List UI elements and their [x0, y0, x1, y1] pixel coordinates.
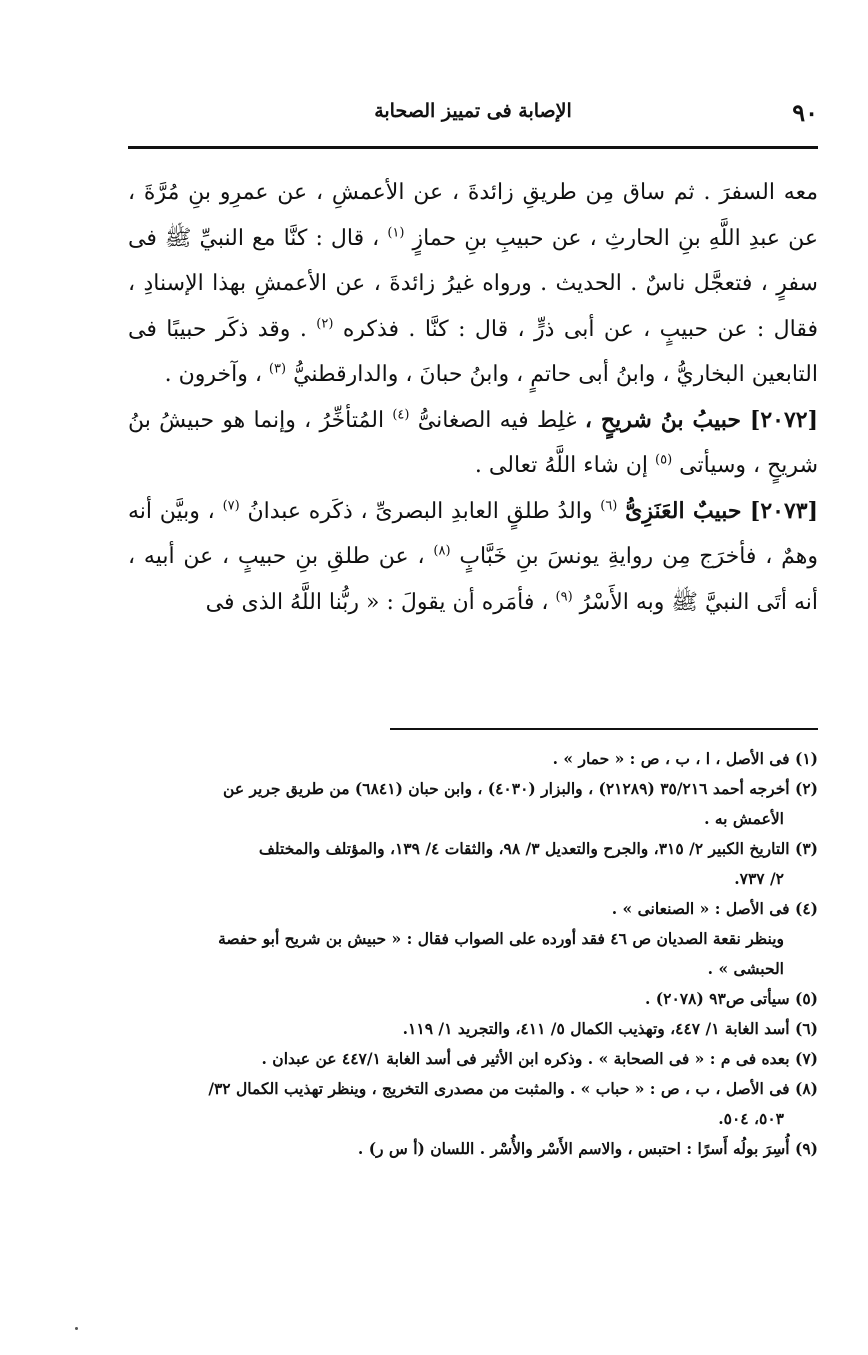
header-rule [128, 146, 818, 149]
paragraph-continuation [128, 170, 818, 398]
footnote-ref-4[interactable]: (٤) [392, 407, 410, 423]
entry-2073 [128, 489, 818, 626]
footnote-ref-1[interactable]: (١) [387, 225, 405, 241]
footnote-4-note-continued: الحبشى » . [707, 959, 784, 978]
footnote-8-continued: ٥٠٣، ٥٠٤. [718, 1109, 784, 1128]
scan-speck [75, 1327, 78, 1330]
entry-2072 [128, 398, 818, 489]
footnote-ref-3[interactable]: (٣) [268, 361, 287, 377]
footnote-ref-5[interactable]: (٥) [655, 452, 673, 468]
footnote-ref-6[interactable]: (٦) [600, 498, 618, 514]
footnote-2-continued: الأعمش به . [704, 809, 784, 828]
footnote-5: (٥) سيأتى ص٩٣ (٢٠٧٨) . [644, 989, 818, 1008]
running-header [128, 96, 818, 136]
footnote-3: (٣) التاريخ الكبير ٢/ ٣١٥، والجرح والتعديل ٣/ ٩٨، والثقات ٤/ ١٣٩، والمؤتلف والمختلف [258, 839, 818, 858]
footnote-ref-7[interactable]: (٧) [222, 498, 240, 514]
text-run: والدُ طلقٍ العابدِ البصرىِّ ، ذكَره عبدانُ [247, 498, 593, 524]
text-run: ، قال : كنَّا مع النبيِّ ﷺ فى سفرٍ ، فتعجَّل ناسٌ . الحديث . ورواه غيرُ زائدةَ ، عن الأعمشِ بهذا الإسنادِ ، فقال : عن حبيبٍ ، عن أبى ذرٍّ ، قال : كنَّا . فذكره [128, 225, 818, 342]
footnote-ref-8[interactable]: (٨) [433, 543, 451, 559]
book-title: الإصابة فى تمييز الصحابة [374, 100, 572, 122]
text-run: . وقد ذكَر حبيبًا فى التابعين البخاريُّ ، وابنُ أبى حاتمٍ ، وابنُ حبانَ ، والدارقطنيُّ [128, 316, 818, 387]
text-run: معه السفرَ . ثم ساق مِن طريقِ زائدةَ ، عن الأعمشِ ، عن عمرِو بنِ مُرَّةَ ، عن عبدِ اللَّهِ بنِ الحارثِ ، عن حبيبِ بنِ حمازٍ [128, 180, 818, 251]
page-number: ٩٠ [792, 98, 818, 127]
footnote-6: (٦) أسد الغابة ١/ ٤٤٧، وتهذيب الكمال ٥/ ٤١١، والتجريد ١/ ١١٩. [402, 1019, 818, 1038]
footnote-4-note: وينظر نقعة الصديان ص ٤٦ فقد أورده على الصواب فقال : « حبيش بن شريح أبو حفصة [218, 929, 784, 948]
footnote-4: (٤) فى الأصل : « الصنعانى » . [611, 899, 818, 918]
footnotes [128, 744, 818, 1164]
main-text [128, 170, 818, 625]
text-run: ، وآخرون . [164, 362, 262, 387]
footnotes-rule [390, 728, 818, 730]
footnote-9: (٩) أُسِرَ بولُه أَسرًا : احتبس ، والاسم الأَسْر والأُسْر . اللسان (أ س ر) . [357, 1139, 818, 1158]
text-run: غلِط فيه الصغانىُّ [417, 407, 577, 433]
entry-heading: [٢٠٧٢] حبيبُ بنُ شريحٍ ، [584, 406, 818, 433]
text-run: ، فأمَره أن يقولَ : « ربُّنا اللَّهُ الذى فى [205, 589, 549, 615]
text-run: المُتأخِّرُ ، وإنما هو حبيشُ بنُ شريحٍ ، وسيأتى [128, 407, 818, 478]
footnote-1: (١) فى الأصل ، ا ، ب ، ص : « حمار » . [552, 749, 818, 768]
footnote-2: (٢) أخرجه أحمد ٣٥/٢١٦ (٢١٢٨٩) ، والبزار (٤٠٣٠) ، وابن حبان (٦٨٤١) من طريق جرير عن [223, 779, 818, 798]
text-run: ، وبيَّن أنه وهمٌ ، فأخرَج مِن روايةِ يونسَ بنِ خَبَّابٍ [128, 498, 818, 569]
footnote-8: (٨) فى الأصل ، ب ، ص : « حباب » . والمثبت من مصدرى التخريج ، وينظر تهذيب الكمال ٣٢/ [208, 1079, 818, 1098]
footnote-ref-2[interactable]: (٢) [316, 316, 334, 332]
footnote-ref-9[interactable]: (٩) [555, 589, 573, 605]
footnote-3-continued: ٢/ ٧٣٧. [734, 869, 784, 888]
footnote-7: (٧) بعده فى م : « فى الصحابة » . وذكره ابن الأثير فى أسد الغابة ٤٤٧/١ عن عبدان . [261, 1049, 818, 1068]
entry-heading: [٢٠٧٣] حبيبٌ العَنَزِىُّ [625, 497, 818, 524]
text-run: إن شاء اللَّهُ تعالى . [474, 453, 649, 478]
text-run: ، عن طلقِ بنِ حبيبٍ ، عن أبيه ، أنه أتَى النبيَّ ﷺ وبه الأَسْرُ [128, 544, 818, 615]
